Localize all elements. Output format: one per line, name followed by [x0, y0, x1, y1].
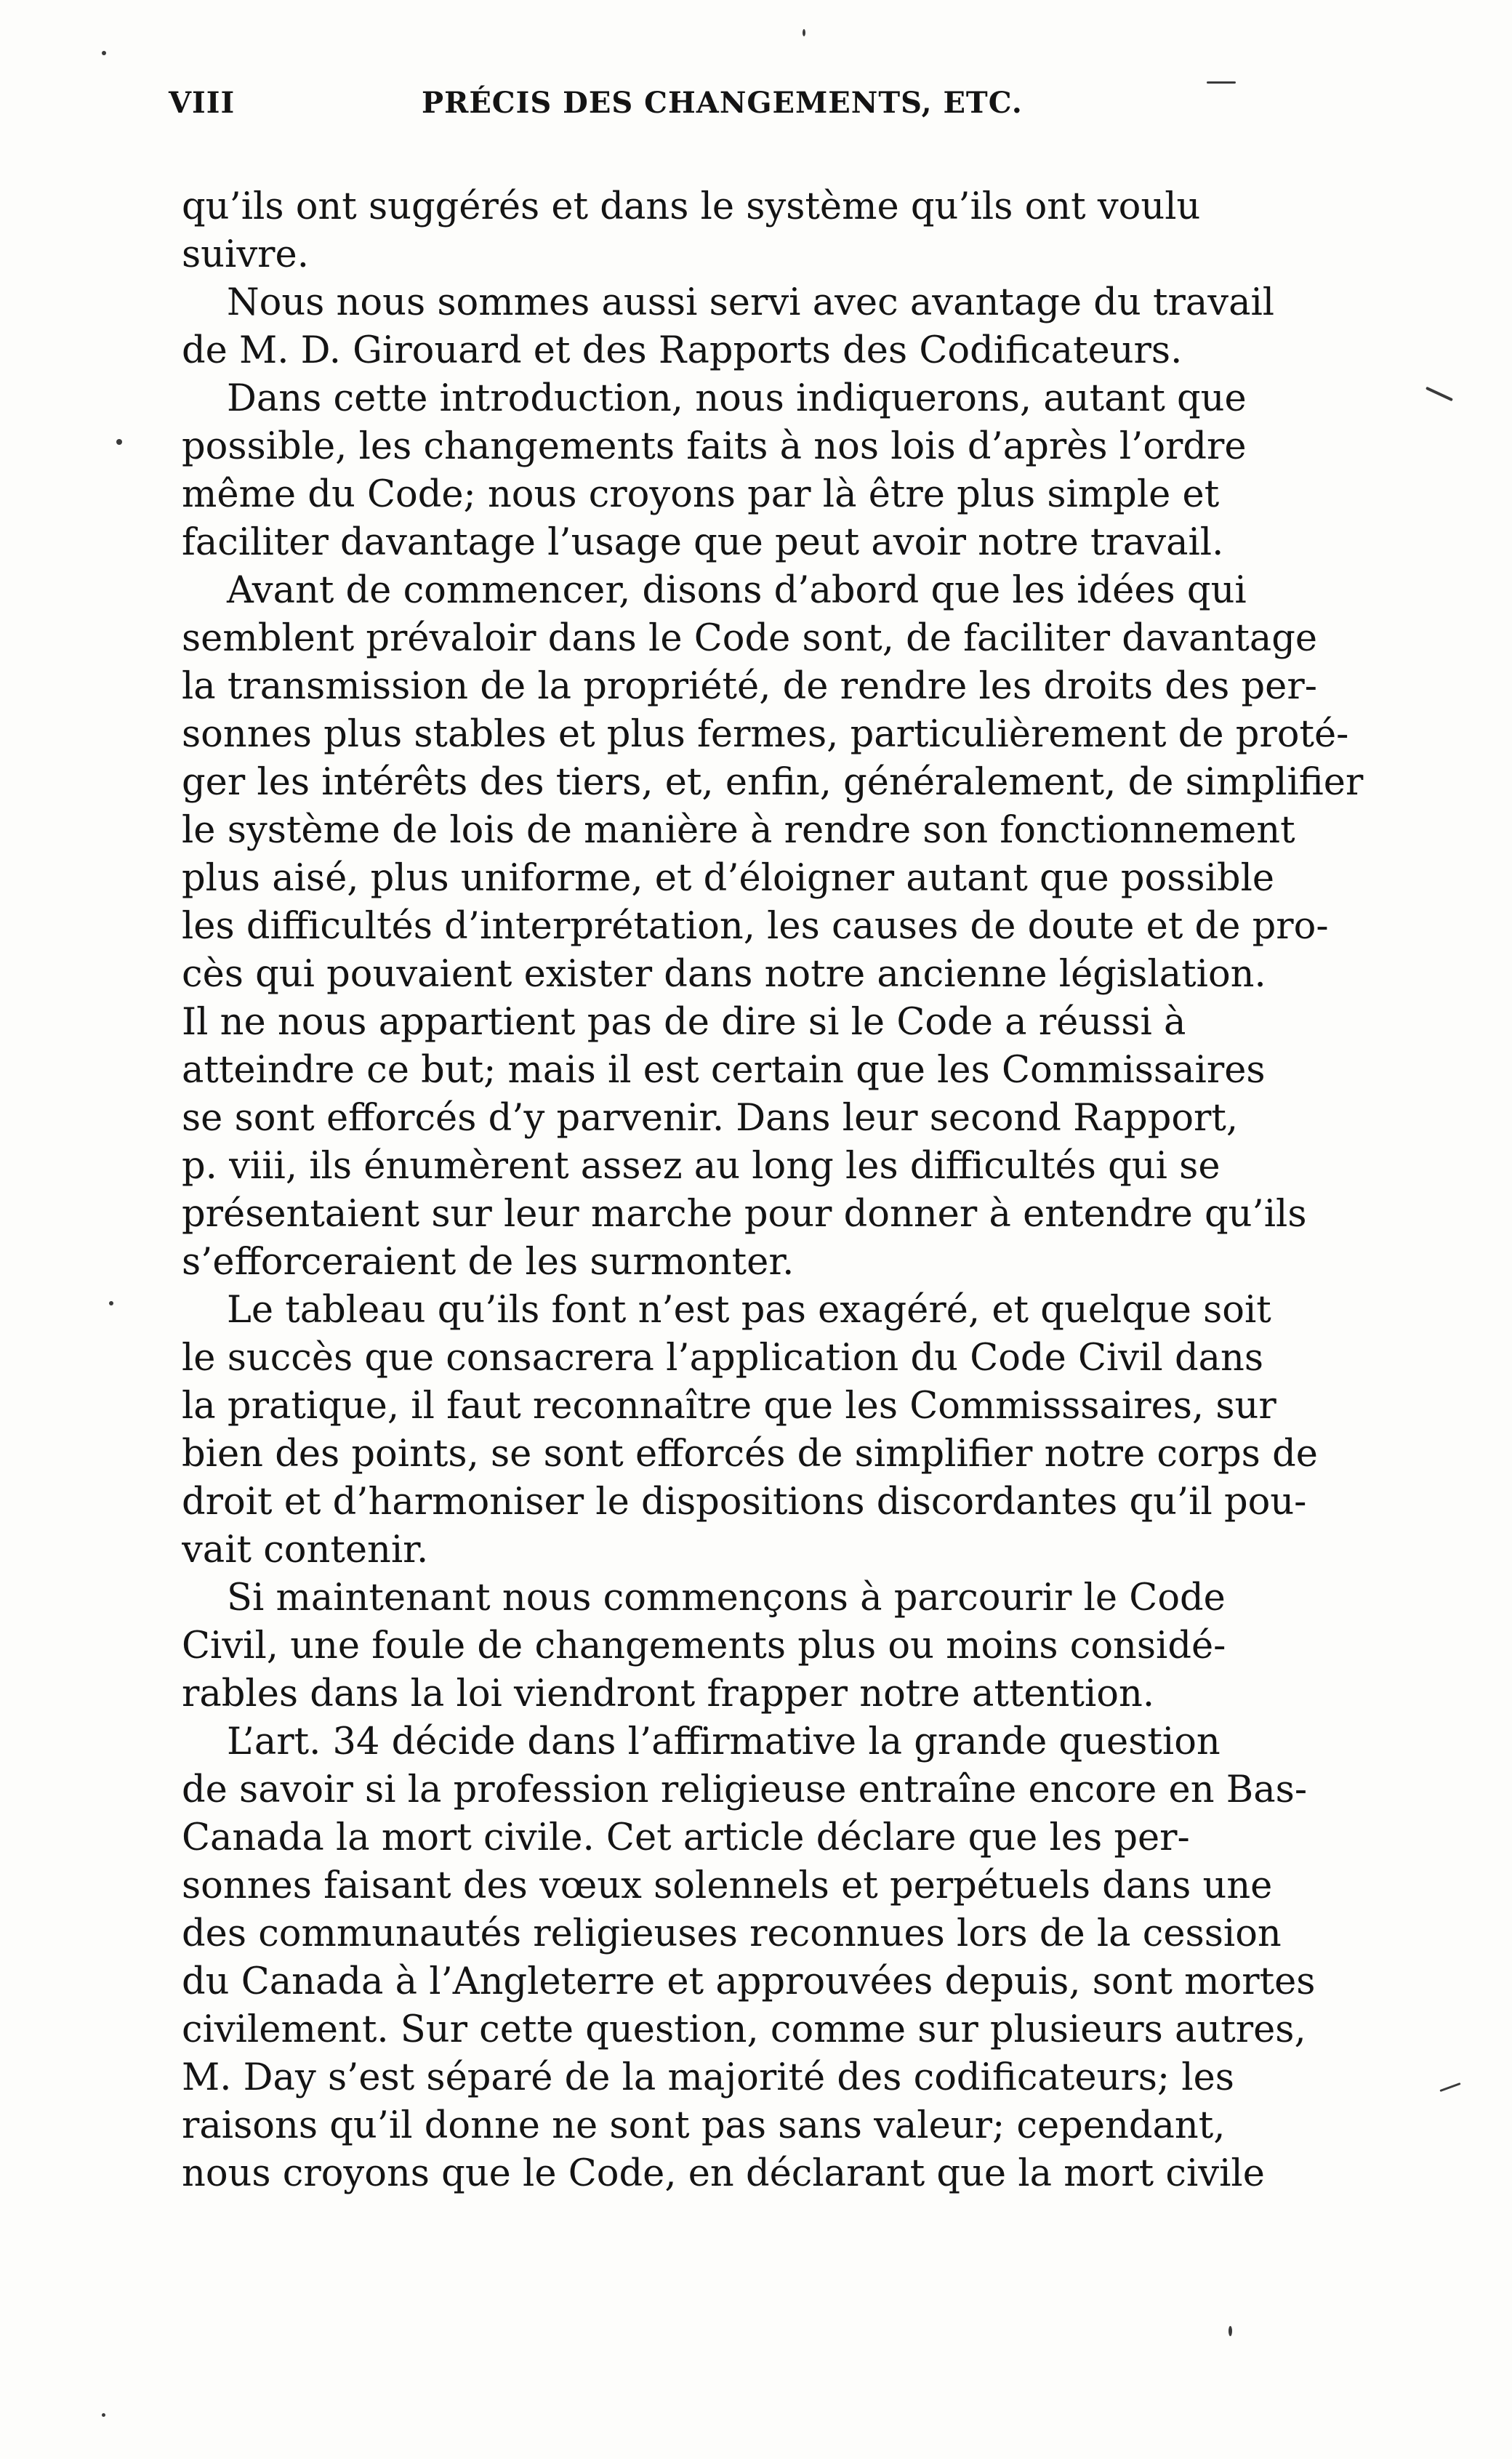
text-line: p. viii, ils énumèrent assez au long les difficultés qui se	[182, 1145, 1221, 1188]
text-line: droit et d’harmoniser le dispositions discordantes qu’il pou-	[182, 1481, 1307, 1524]
text-line: s’efforceraient de les surmonter.	[182, 1241, 795, 1284]
scan-speck	[109, 1301, 113, 1305]
text-line: de savoir si la profession religieuse entraîne encore en Bas-	[182, 1768, 1308, 1811]
text-line: faciliter davantage l’usage que peut avoir notre travail.	[182, 521, 1224, 564]
text-line: de M. D. Girouard et des Rapports des Codificateurs.	[182, 329, 1183, 372]
text-line: suivre.	[182, 233, 309, 276]
text-line: Le tableau qu’ils font n’est pas exagéré, et quelque soit	[227, 1289, 1271, 1332]
running-title: PRÉCIS DES CHANGEMENTS, ETC.	[422, 86, 1023, 120]
scan-speck	[1425, 387, 1453, 402]
scan-speck	[116, 439, 122, 445]
scan-speck	[1228, 2326, 1232, 2336]
text-line: vait contenir.	[182, 1529, 429, 1571]
running-head	[169, 86, 1128, 137]
text-line: semblent prévaloir dans le Code sont, de faciliter davantage	[182, 617, 1318, 660]
text-line: civilement. Sur cette question, comme sur plusieurs autres,	[182, 2008, 1306, 2051]
text-line: les difficultés d’interprétation, les causes de doute et de pro-	[182, 905, 1329, 948]
text-line: bien des points, se sont efforcés de simplifier notre corps de	[182, 1433, 1318, 1476]
text-line: même du Code; nous croyons par là être plus simple et	[182, 473, 1220, 516]
text-line: sonnes plus stables et plus fermes, particulièrement de proté-	[182, 713, 1349, 756]
text-line: la pratique, il faut reconnaître que les Commisssaires, sur	[182, 1385, 1276, 1428]
text-line: présentaient sur leur marche pour donner à entendre qu’ils	[182, 1193, 1307, 1236]
text-line: Canada la mort civile. Cet article déclare que les per-	[182, 1816, 1190, 1859]
text-line: L’art. 34 décide dans l’affirmative la grande question	[227, 1721, 1221, 1763]
text-line: le succès que consacrera l’application du Code Civil dans	[182, 1337, 1264, 1380]
text-line: qu’ils ont suggérés et dans le système qu’ils ont voulu	[182, 185, 1201, 228]
text-line: du Canada à l’Angleterre et approuvées depuis, sont mortes	[182, 1960, 1316, 2003]
text-line: plus aisé, plus uniforme, et d’éloigner autant que possible	[182, 857, 1275, 900]
text-line: Si maintenant nous commençons à parcourir le Code	[227, 1577, 1226, 1619]
text-line: la transmission de la propriété, de rendre les droits des per-	[182, 665, 1317, 708]
scan-speck	[102, 51, 106, 55]
scan-speck	[1207, 81, 1236, 84]
text-line: nous croyons que le Code, en déclarant que la mort civile	[182, 2152, 1265, 2195]
text-line: Avant de commencer, disons d’abord que les idées qui	[227, 569, 1247, 612]
text-line: possible, les changements faits à nos lois d’après l’ordre	[182, 425, 1247, 468]
text-line: Civil, une foule de changements plus ou moins considé-	[182, 1625, 1226, 1667]
text-line: cès qui pouvaient exister dans notre ancienne législation.	[182, 953, 1266, 996]
text-line: atteindre ce but; mais il est certain que les Commissaires	[182, 1049, 1266, 1092]
text-line: sonnes faisant des vœux solennels et perpétuels dans une	[182, 1864, 1273, 1907]
text-line: des communautés religieuses reconnues lors de la cession	[182, 1912, 1282, 1955]
text-line: ger les intérêts des tiers, et, enfin, généralement, de simplifier	[182, 761, 1364, 804]
text-line: Dans cette introduction, nous indiquerons, autant que	[227, 377, 1247, 420]
body-text	[182, 183, 1374, 2195]
text-line: Nous nous sommes aussi servi avec avantage du travail	[227, 281, 1275, 324]
scan-speck	[102, 2413, 105, 2417]
scan-speck	[803, 29, 805, 36]
scan-speck	[1439, 2082, 1460, 2092]
text-line: rables dans la loi viendront frapper notre attention.	[182, 1673, 1155, 1715]
page-number: VIII	[169, 86, 236, 120]
text-line: se sont efforcés d’y parvenir. Dans leur second Rapport,	[182, 1097, 1239, 1140]
text-line: Il ne nous appartient pas de dire si le Code a réussi à	[182, 1001, 1186, 1044]
text-line: M. Day s’est séparé de la majorité des codificateurs; les	[182, 2056, 1234, 2099]
text-line: raisons qu’il donne ne sont pas sans valeur; cependant,	[182, 2104, 1226, 2147]
text-line: le système de lois de manière à rendre son fonctionnement	[182, 809, 1295, 852]
